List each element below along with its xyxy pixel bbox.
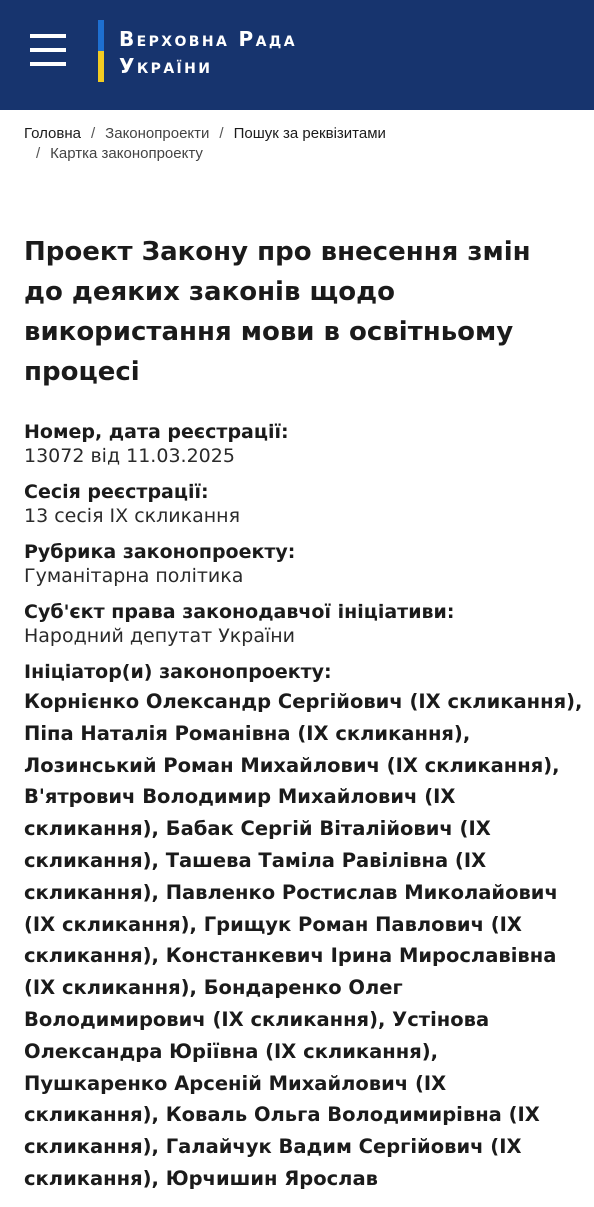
field-label: Рубрика законопроекту: <box>24 541 296 563</box>
ukraine-flag-icon <box>98 20 104 82</box>
breadcrumb-separator: / <box>219 125 224 142</box>
hamburger-menu-icon[interactable] <box>30 32 68 68</box>
breadcrumb-separator: / <box>91 125 96 142</box>
breadcrumb-separator: / <box>36 145 41 162</box>
logo-line1: Верховна Рада <box>119 27 297 51</box>
breadcrumb-home[interactable]: Головна <box>24 125 81 142</box>
initiators-list: Корнієнко Олександр Сергійович (IX скликання), Піпа Наталія Романівна (IX скликання), Лозинський Роман Михайлович (IX скликання), В'ятрович Володимир Михайлович (IX скликання), Бабак Сергій Віталійович (IX скликання), Ташева Таміла Равілівна (IX скликання), Павленко Ростислав Миколайович (IX скликання), Грищук Роман Павлович (IX скликання), Констанкевич Ірина Мирославівна (IX скликання), Бондаренко Олег Володимирович (IX скликання), Устінова Олександра Юріївна (IX скликання), Пушкаренко Арсеній Михайлович (IX скликання), Коваль Ольга Володимирівна (IX скликання), Галайчук Вадим Сергійович (IX скликання), Юрчишин Ярослав <box>24 690 583 1190</box>
breadcrumb-current: Картка законопроекту <box>50 145 203 162</box>
field-initiators <box>24 660 584 1195</box>
field-value: 13 сесія IX скликання <box>24 505 241 527</box>
field-session <box>24 480 584 528</box>
field-value: Гуманітарна політика <box>24 565 244 587</box>
field-label: Номер, дата реєстрації: <box>24 421 289 443</box>
field-label: Ініціатор(и) законопроекту: <box>24 661 332 683</box>
breadcrumb-search[interactable]: Пошук за реквізитами <box>233 125 386 142</box>
logo-line2: України <box>119 54 213 78</box>
field-value: Народний депутат України <box>24 625 296 647</box>
field-label: Сесія реєстрації: <box>24 481 209 503</box>
field-number-date <box>24 420 584 468</box>
site-header <box>0 0 594 110</box>
field-label: Суб'єкт права законодавчої ініціативи: <box>24 601 455 623</box>
breadcrumb-bills[interactable]: Законопроекти <box>105 125 210 142</box>
site-logo[interactable] <box>119 26 297 80</box>
bill-details <box>24 420 584 1207</box>
field-subject <box>24 600 584 648</box>
field-rubric <box>24 540 584 588</box>
field-value: 13072 від 11.03.2025 <box>24 445 235 467</box>
page-title: Проект Закону про внесення змін до деяких законів щодо використання мови в освітньому процесі <box>24 237 531 387</box>
breadcrumb <box>24 124 584 164</box>
